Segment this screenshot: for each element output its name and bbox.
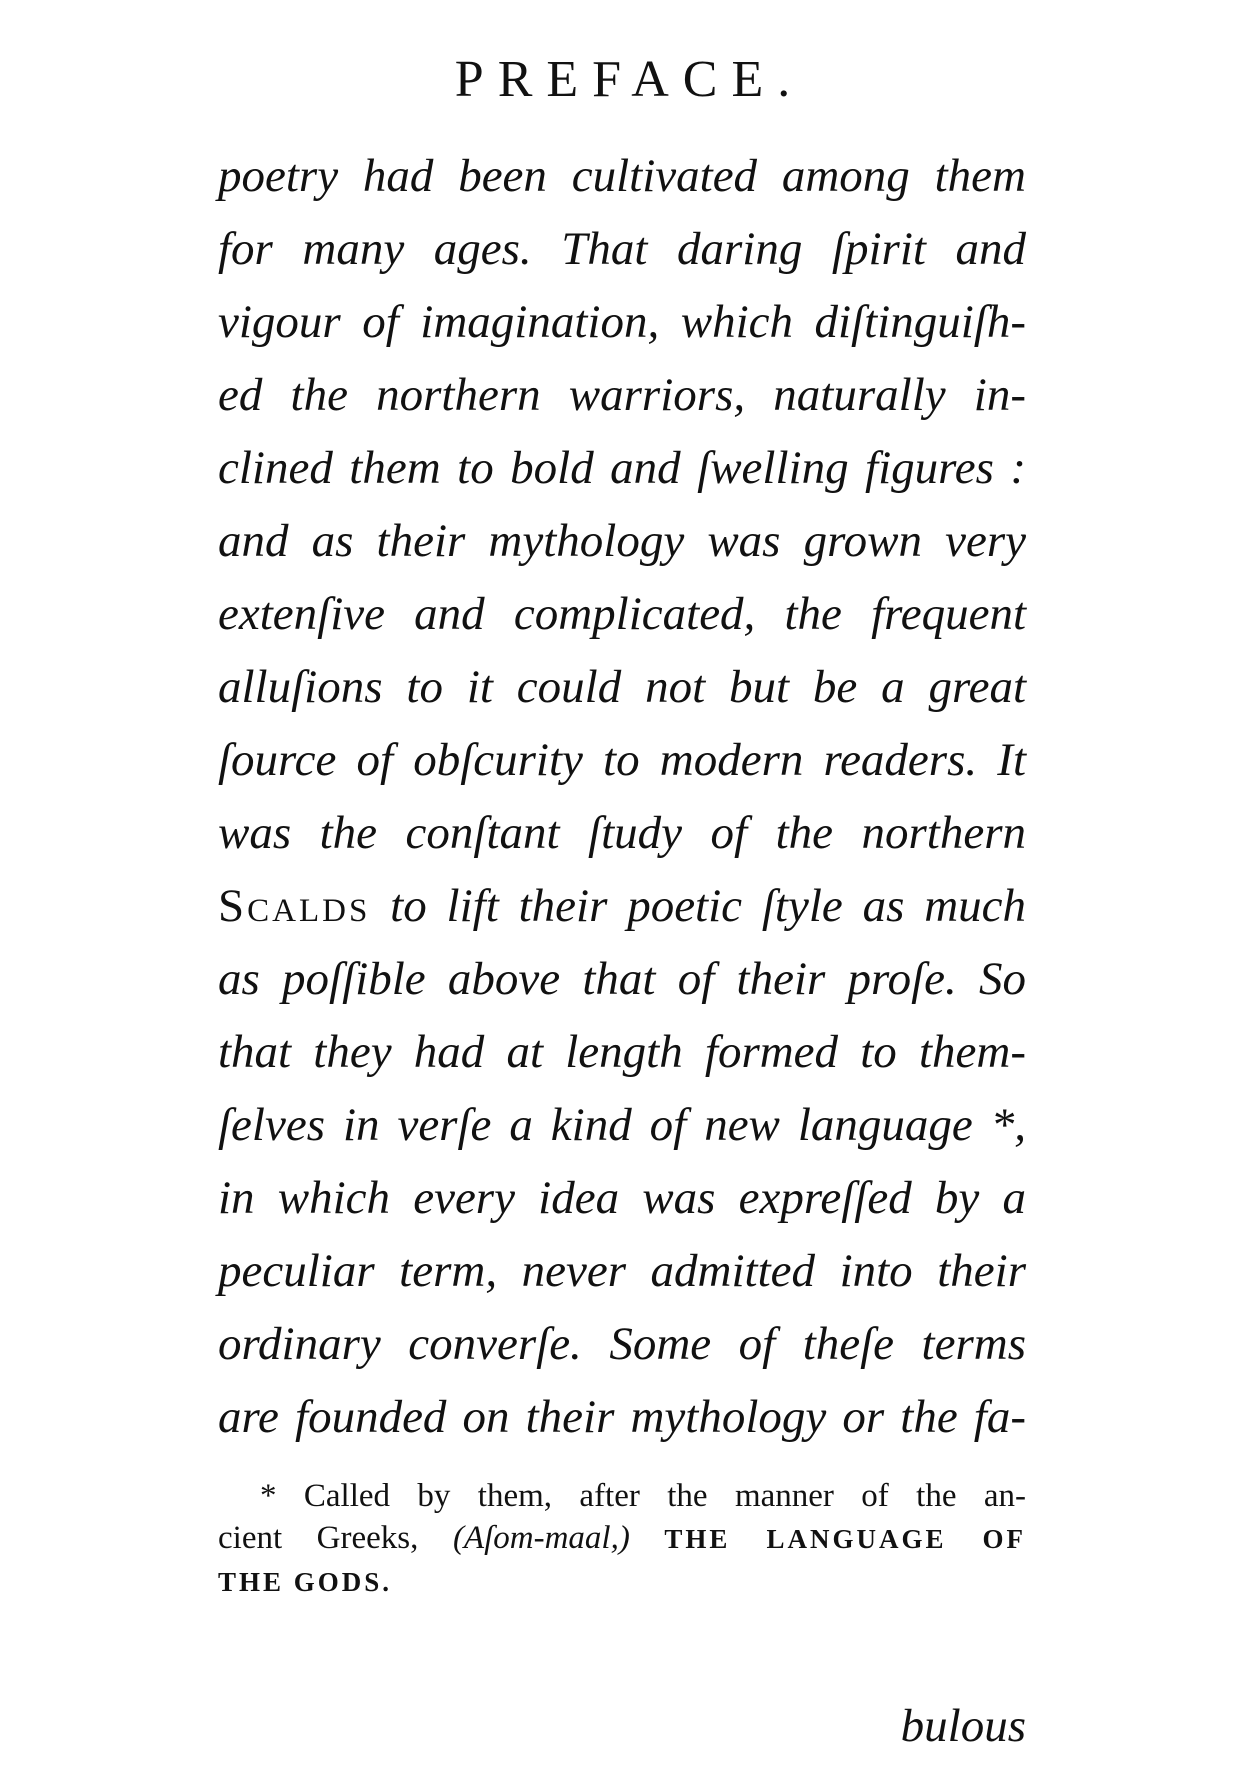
footnote-italic: (Aſom-maal,) bbox=[452, 1520, 630, 1556]
body-line: ordinary converſe. Some of theſe terms bbox=[218, 1318, 1026, 1370]
body-line: and as their mythology was grown very bbox=[218, 515, 1026, 567]
footnote-line bbox=[218, 1517, 1026, 1560]
footnote-line bbox=[218, 1560, 1026, 1603]
body-line: poetry had been cultivated among them bbox=[218, 150, 1026, 202]
body-line: that they had at length formed to them- bbox=[218, 1026, 1026, 1078]
body-line: are founded on their mythology or the fa- bbox=[218, 1391, 1026, 1443]
body-line: alluſions to it could not but be a great bbox=[218, 661, 1026, 713]
catchword: bulous bbox=[900, 1700, 1026, 1752]
body-line: as poſſible above that of their proſe. So bbox=[218, 953, 1026, 1005]
body-line: was the conſtant ſtudy of the northern bbox=[218, 807, 1026, 859]
body-line: ſource of obſcurity to modern readers. It bbox=[218, 734, 1026, 786]
footnote-caps: THE LANGUAGE OF bbox=[664, 1524, 1026, 1554]
footnote-text: cient Greeks, bbox=[218, 1520, 419, 1556]
body-line: ed the northern warriors, naturally in- bbox=[218, 369, 1026, 421]
body-text bbox=[218, 140, 1026, 1454]
body-line: vigour of imagination, which diſtinguiſh- bbox=[218, 296, 1026, 348]
body-line: clined them to bold and ſwelling figures : bbox=[218, 442, 1026, 494]
footnote-line: * Called by them, after the manner of the an- bbox=[260, 1478, 1026, 1514]
body-line: for many ages. That daring ſpirit and bbox=[218, 223, 1026, 275]
body-line-scalds-rest: to lift their poetic ſtyle as much bbox=[390, 880, 1026, 932]
footnote-caps: THE GODS. bbox=[218, 1567, 393, 1597]
scalds-word: Scalds bbox=[218, 880, 371, 932]
body-line: ſelves in verſe a kind of new language *, bbox=[218, 1099, 1026, 1151]
body-line-scalds bbox=[218, 870, 1026, 943]
page-header: PREFACE. bbox=[454, 51, 805, 108]
body-line: extenſive and complicated, the frequent bbox=[218, 588, 1026, 640]
body-line: in which every idea was expreſſed by a bbox=[218, 1172, 1026, 1224]
body-line: peculiar term, never admitted into their bbox=[218, 1245, 1026, 1297]
footnote bbox=[218, 1475, 1026, 1603]
